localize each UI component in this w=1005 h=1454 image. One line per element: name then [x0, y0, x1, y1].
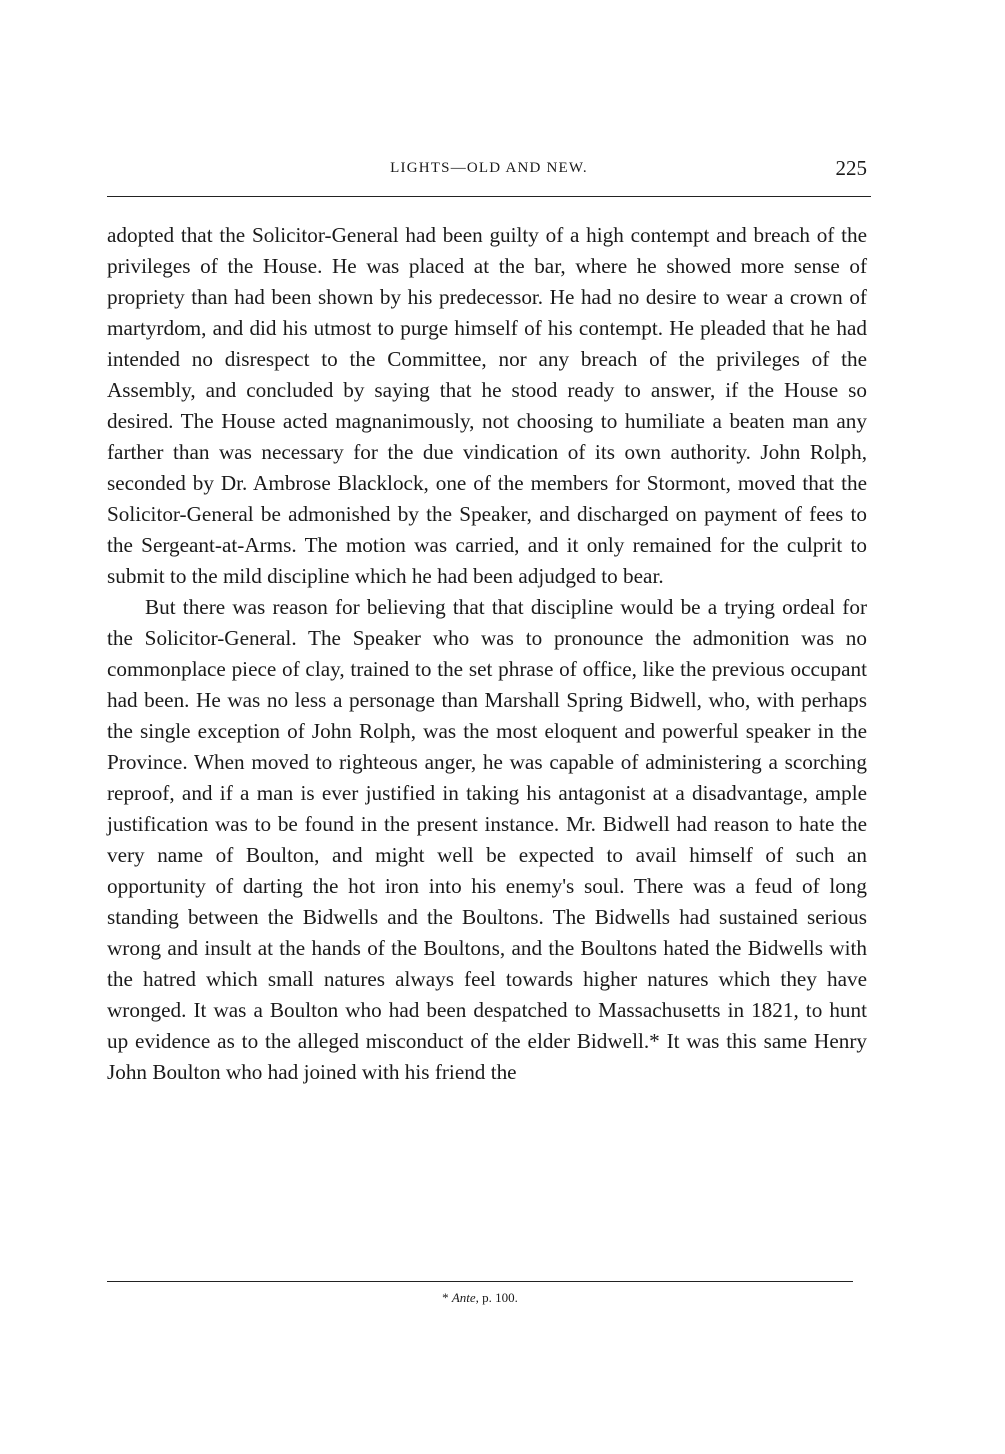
footnote-page: p. 100. [478, 1290, 518, 1305]
footnote-rule [107, 1281, 853, 1282]
footnote-ref: Ante, [451, 1290, 479, 1305]
header-rule [107, 196, 871, 197]
body-text [107, 220, 867, 1088]
running-head [105, 156, 873, 188]
footnote [107, 1290, 853, 1306]
paragraph-1: adopted that the Solicitor-General had been guilty of a high contempt and breach of the privileges of the House. He was placed at the bar, where he showed more sense of propriety than had been shown by his predecessor. He had no desire to wear a crown of martyrdom, and did his utmost to purge himself of his contempt. He pleaded that he had intended no disrespect to the Committee, nor any breach of the privileges of the Assembly, and concluded by saying that he stood ready to answer, if the House so desired. The House acted magnanimously, not choosing to humiliate a beaten man any farther than was necessary for the due vindication of its own authority. John Rolph, seconded by Dr. Ambrose Blacklock, one of the members for Stormont, moved that the Solicitor-General be admonished by the Speaker, and discharged on payment of fees to the Sergeant-at-Arms. The motion was carried, and it only remained for the culprit to submit to the mild discipline which he had been adjudged to bear. [107, 223, 867, 588]
page-number: 225 [835, 156, 867, 180]
running-title: LIGHTS—OLD AND NEW. [390, 160, 588, 176]
footnote-marker: * [442, 1290, 452, 1305]
paragraph-2: But there was reason for believing that that discipline would be a trying ordeal for the Solicitor-General. The Speaker who was to pronounce the admonition was no commonplace piece of clay, trained to the set phrase of office, like the previous occupant had been. He was no less a personage than Marshall Spring Bidwell, who, with perhaps the single exception of John Rolph, was the most eloquent and powerful speaker in the Province. When moved to righteous anger, he was capable of administering a scorching reproof, and if a man is ever justified in taking his antagonist at a disadvantage, ample justification was to be found in the present instance. Mr. Bidwell had reason to hate the very name of Boulton, and might well be expected to avail himself of such an opportunity of darting the hot iron into his enemy's soul. There was a feud of long standing between the Bidwells and the Boultons. The Bidwells had sustained serious wrong and insult at the hands of the Boultons, and the Boultons hated the Bidwells with the hatred which small natures always feel towards higher natures which they have wronged. It was a Boulton who had been despatched to Massachusetts in 1821, to hunt up evidence as to the alleged misconduct of the elder Bidwell.* It was this same Henry John Boulton who had joined with his friend the [107, 595, 867, 1084]
